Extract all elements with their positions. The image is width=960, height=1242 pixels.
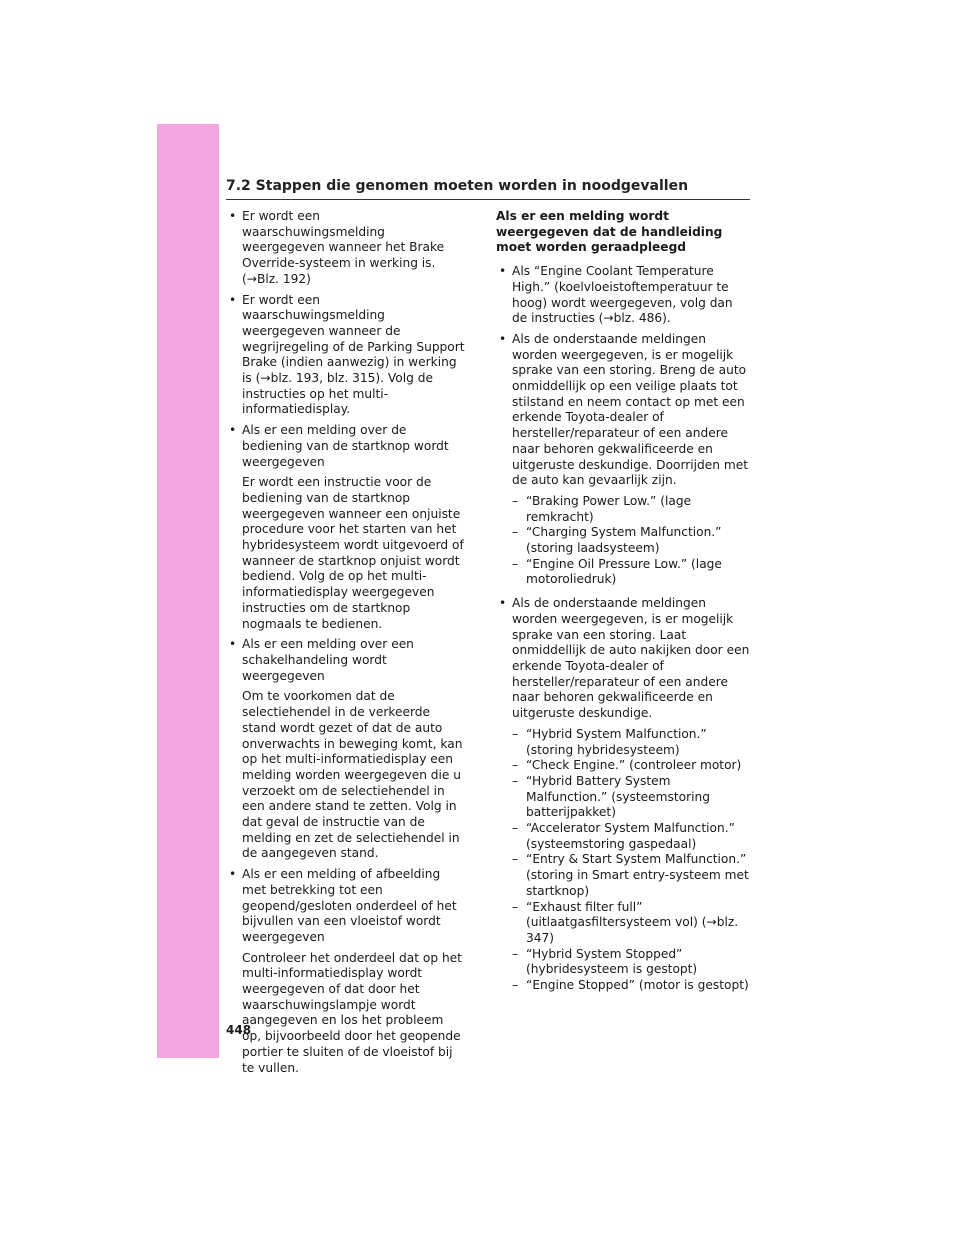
list-item [496,774,750,821]
dash-icon: – [512,556,519,571]
bullet-text: Als “Engine Coolant Temperature High.” (koelvloeistoftemperatuur te hoog) wordt weergegeven, volg dan de instructies (→blz. 486). [512,264,733,326]
message-text: “Hybrid System Stopped” (hybridesysteem is gestopt) [526,946,698,977]
list-item [496,494,750,525]
message-text: “Engine Stopped” (motor is gestopt) [526,978,749,993]
subsection-heading: Als er een melding wordt weergegeven dat de handleiding moet worden geraadpleegd [496,209,723,255]
dash-icon: – [512,773,519,788]
list-item [496,900,750,947]
bullet-text: Als er een melding over een schakelhandeling wordt weergegeven [242,637,414,683]
bullet-text: Er wordt een waarschuwingsmelding weergegeven wanneer de wegrijregeling of de Parking Support Brake (indien aanwezig) in werking is (→blz. 193, blz. 315). Volg de instructies op het multi-informatiedisplay. [242,292,465,417]
list-item [496,758,750,774]
paragraph: Om te voorkomen dat de selectiehendel in de verkeerde stand wordt gezet of dat de auto onverwachts in beweging komt, kan op het multi-informatiedisplay een melding worden weergegeven die u verzoekt om de selectiehendel in een andere stand te zetten. Volg in dat geval de instructie van de melding en zet de selectiehendel in de aangegeven stand. [242,689,463,861]
list-item [496,947,750,978]
list-item [496,978,750,994]
dash-icon: – [512,493,519,508]
bullet-icon: • [499,596,507,611]
right-column [496,209,750,994]
list-item [226,867,466,946]
message-text: “Entry & Start System Malfunction.” (storing in Smart entry-systeem met startknop) [526,852,749,898]
heading-divider [226,199,750,200]
bullet-icon: • [499,264,507,279]
paragraph: Controleer het onderdeel dat op het multi-informatiedisplay wordt weergegeven of dat door het waarschuwingslampje wordt aangegeven en los het probleem op, bijvoorbeeld door het geopende portier te sluiten of de vloeistof bij te vullen. [242,950,462,1075]
list-item [226,209,466,288]
list-item [496,821,750,852]
dash-icon: – [512,899,519,914]
list-item [496,557,750,588]
list-item [496,727,750,758]
bullet-icon: • [499,331,507,346]
list-item [496,525,750,556]
section-title: 7.2 Stappen die genomen moeten worden in noodgevallen [226,178,689,194]
message-text: “Accelerator System Malfunction.” (systeemstoring gaspedaal) [526,821,735,851]
bullet-text: Als de onderstaande meldingen worden weergegeven, is er mogelijk sprake van een storing. Laat onmiddellijk de auto nakijken door een erkende Toyota-dealer of hersteller/reparateur of een andere naar behoren gekwalificeerde en uitgeruste deskundige. [512,596,750,721]
message-text: “Charging System Malfunction.” (storing laadsysteem) [526,525,722,556]
left-column [226,209,466,1081]
list-item [496,596,750,722]
bullet-text: Als er een melding over de bediening van de startknop wordt weergegeven [242,423,449,469]
message-text: “Check Engine.” (controleer motor) [526,758,742,773]
list-item [226,423,466,470]
bullet-icon: • [229,209,237,223]
bullet-icon: • [229,637,237,652]
dash-icon: – [512,821,519,836]
message-list [496,727,750,994]
dash-icon: – [512,726,519,741]
list-item [226,293,466,419]
message-list [496,494,750,588]
dash-icon: – [512,978,519,993]
bullet-text: Als er een melding of afbeelding met betrekking tot een geopend/gesloten onderdeel of het bijvullen van een vloeistof wordt weergegeven [242,867,457,944]
chapter-side-tab [157,124,219,1058]
dash-icon: – [512,946,519,961]
bullet-text: Als de onderstaande meldingen worden weergegeven, is er mogelijk sprake van een storing. Breng de auto onmiddellijk op een veilige plaats tot stilstand en neem contact op met een erkende Toyota-dealer of hersteller/reparateur of een andere naar behoren gekwalificeerde en uitgeruste deskundige. Doorrijden met de auto kan gevaarlijk zijn. [512,331,749,488]
list-item [226,637,466,684]
message-text: “Braking Power Low.” (lage remkracht) [526,493,692,524]
page-number: 448 [226,1023,252,1037]
dash-icon: – [512,525,519,540]
message-text: “Engine Oil Pressure Low.” (lage motoroliedruk) [526,556,722,587]
dash-icon: – [512,852,519,867]
paragraph: Er wordt een instructie voor de bediening van de startknop weergegeven wanneer een onjuiste procedure voor het starten van het hybridesysteem wordt uitgevoerd of wanneer de startknop onjuist wordt bediend. Volg de op het multi-informatiedisplay weergegeven instructies om de startknop nogmaals te bedienen. [242,475,464,631]
bullet-icon: • [229,423,237,438]
message-text: “Hybrid Battery System Malfunction.” (systeemstoring batterijpakket) [526,773,710,820]
bullet-icon: • [229,292,237,307]
message-text: “Hybrid System Malfunction.” (storing hybridesysteem) [526,726,707,757]
list-item [496,852,750,899]
message-text: “Exhaust filter full” (uitlaatgasfiltersysteem vol) (→blz. 347) [526,899,739,945]
list-item [496,264,750,327]
bullet-icon: • [229,867,237,882]
bullet-text: Er wordt een waarschuwingsmelding weergegeven wanneer het Brake Override-systeem in werking is. (→Blz. 192) [242,209,445,286]
list-item [496,332,750,489]
dash-icon: – [512,758,519,773]
